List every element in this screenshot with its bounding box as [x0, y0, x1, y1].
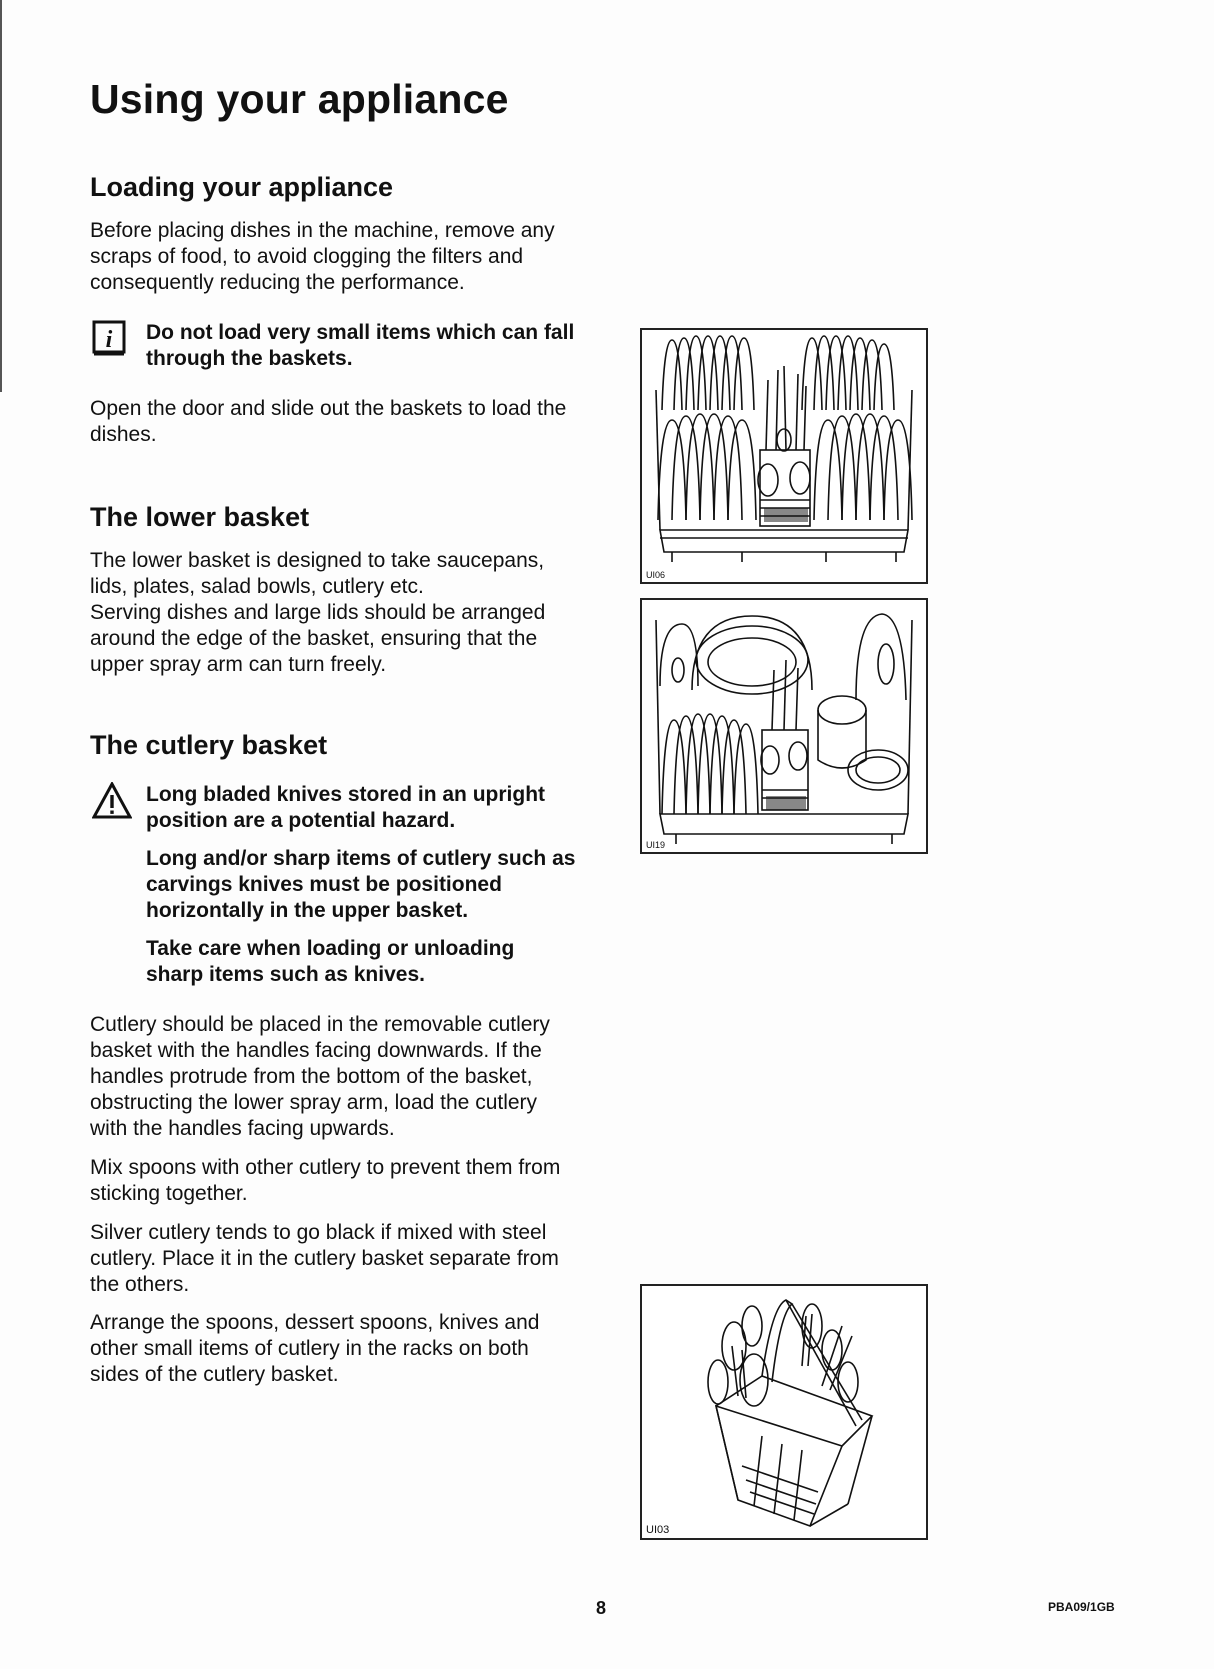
- cutlery-para-3: Silver cutlery tends to go black if mixed with steel cutlery. Place it in the cutlery basket separate from the others.: [90, 1221, 559, 1296]
- info-icon: [92, 320, 128, 356]
- warning-text-3: Take care when loading or unloading sharp items such as knives.: [146, 937, 515, 986]
- cutlery-para-2: Mix spoons with other cutlery to prevent them from sticking together.: [90, 1156, 561, 1205]
- info-note: Do not load very small items which can fall through the baskets.: [146, 321, 575, 370]
- warning-text-1: Long bladed knives stored in an upright position are a potential hazard.: [146, 783, 546, 832]
- cutlery-para-1: Cutlery should be placed in the removable cutlery basket with the handles facing downwards. If the handles protrude from the bottom of the basket, obstructing the lower spray arm, load the cutlery with the handles facing upwards.: [90, 1013, 550, 1140]
- warning-text-2: Long and/or sharp items of cutlery such as carvings knives must be positioned horizontally in the upper basket.: [146, 847, 576, 922]
- cutlery-basket-heading: The cutlery basket: [90, 730, 328, 760]
- lower-basket-illustration: [640, 328, 928, 584]
- figure-1-label: UI06: [646, 570, 666, 580]
- cutlery-basket-illustration: [640, 1284, 928, 1540]
- lower-basket-text: The lower basket is designed to take saucepans, lids, plates, salad bowls, cutlery etc.: [90, 549, 545, 598]
- lower-basket-heading: The lower basket: [90, 502, 310, 532]
- figure-2-label: UI19: [646, 840, 666, 850]
- lower-basket-text-2: Serving dishes and large lids should be arranged around the edge of the basket, ensuring that the upper spray arm can turn freely.: [90, 601, 546, 676]
- document-code: PBA09/1GB: [1048, 1600, 1115, 1614]
- figure-3-label: UI03: [646, 1524, 670, 1536]
- page-title: Using your appliance: [90, 76, 509, 122]
- cutlery-para-4: Arrange the spoons, dessert spoons, knives and other small items of cutlery in the racks on both sides of the cutlery basket.: [90, 1311, 540, 1386]
- page-margin-line: [0, 0, 2, 392]
- page-number: 8: [596, 1598, 607, 1618]
- warning-triangle-icon: [92, 782, 132, 820]
- loading-intro: Before placing dishes in the machine, remove any scraps of food, to avoid clogging the filters and consequently reducing the performance.: [90, 219, 555, 294]
- saucepan-loading-illustration: [640, 598, 928, 854]
- loading-heading: Loading your appliance: [90, 172, 394, 202]
- open-door-text: Open the door and slide out the baskets to load the dishes.: [90, 397, 567, 446]
- svg-text:i: i: [105, 327, 113, 353]
